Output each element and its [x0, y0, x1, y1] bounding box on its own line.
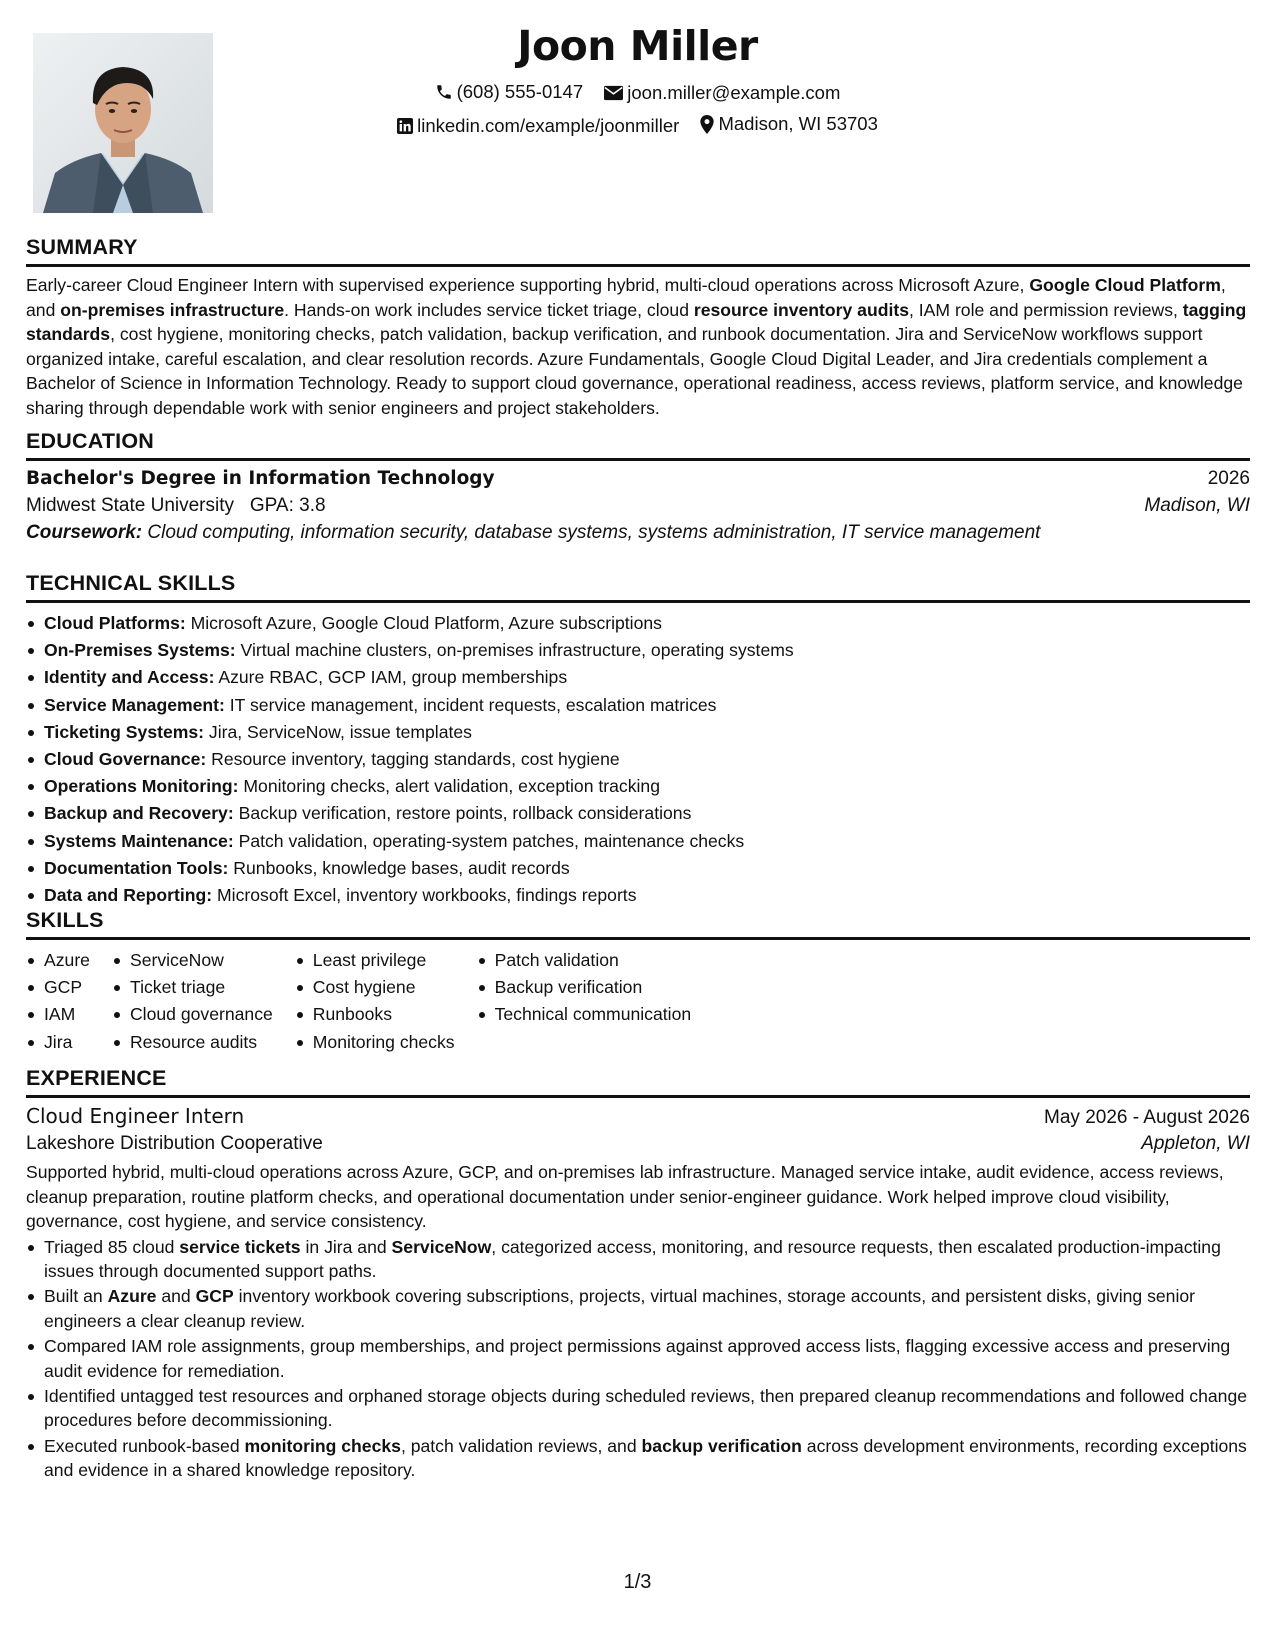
- skill-item: Jira: [26, 1029, 90, 1056]
- job-bullet: [26, 1284, 1250, 1333]
- text-run: Built an: [44, 1286, 108, 1307]
- skills-grid: [26, 947, 1250, 1056]
- summary-paragraph: [26, 273, 1250, 421]
- skill-item: Least privilege: [295, 947, 455, 974]
- skill-category: Identity and Access:: [44, 667, 215, 688]
- education-section: [26, 428, 1250, 544]
- text-run: , patch validation reviews, and: [400, 1435, 642, 1456]
- skill-details: Virtual machine clusters, on-premises infrastructure, operating systems: [235, 640, 794, 661]
- text-run: inventory workbook covering subscriptions, projects, virtual machines, storage accounts, and persistent disks, giving senior engineers a clear cleanup review.: [44, 1286, 1196, 1332]
- linkedin-contact[interactable]: [397, 115, 679, 137]
- skill-category: Service Management:: [44, 694, 225, 715]
- technical-skill-item: [26, 773, 1250, 800]
- contact-row-2: [0, 113, 1275, 139]
- technical-skill-item: [26, 719, 1250, 746]
- skill-item: Azure: [26, 947, 90, 974]
- technical-skill-item: [26, 800, 1250, 827]
- text-run: , and: [26, 275, 1226, 320]
- text-run: and: [156, 1286, 196, 1307]
- education-degree-row: [26, 468, 1250, 490]
- email-text: joon.miller@example.com: [627, 82, 841, 103]
- technical-skill-item: [26, 610, 1250, 637]
- technical-skill-item: [26, 855, 1250, 882]
- text-run: in Jira and: [300, 1236, 392, 1257]
- skill-item: ServiceNow: [112, 947, 273, 974]
- education-heading: EDUCATION: [26, 428, 1250, 461]
- text-run: , cost hygiene, monitoring checks, patch validation, backup verification, and runbook documentation. Jira and ServiceNow workflows support organized intake, careful escalation, and clear resolution records. Azure Fundamentals, Google Cloud Digital Leader, and Jira credentials complement a Bachelor of Science in Information Technology. Ready to support cloud governance, operational readiness, access reviews, platform service, and knowledge sharing through dependable work with senior engineers and project stakeholders.: [26, 324, 1243, 418]
- technical-skill-item: [26, 637, 1250, 664]
- job-dates: May 2026 - August 2026: [1044, 1107, 1250, 1128]
- text-run: across development environments, recording exceptions and evidence in a shared knowledge repository.: [44, 1435, 1247, 1481]
- skill-details: Patch validation, operating-system patches, maintenance checks: [233, 830, 745, 851]
- page-number: 1/3: [623, 1571, 652, 1593]
- location-text: Madison, WI 53703: [718, 113, 878, 134]
- technical-skill-item: [26, 692, 1250, 719]
- job-summary: Supported hybrid, multi-cloud operations across Azure, GCP, and on-premises lab infrastructure. Managed service intake, audit evidence, access reviews, cleanup preparation, routine platform checks, and operational documentation under senior-engineer guidance. Work helped improve cloud visibility, governance, cost hygiene, and service consistency.: [26, 1162, 1224, 1232]
- skills-column: [26, 947, 90, 1056]
- skill-item: IAM: [26, 1001, 90, 1028]
- skill-category: Documentation Tools:: [44, 857, 229, 878]
- technical-skill-item: [26, 828, 1250, 855]
- candidate-name: Joon Miller: [517, 22, 758, 70]
- text-run: Executed runbook-based: [44, 1435, 245, 1456]
- summary-heading: SUMMARY: [26, 234, 1250, 267]
- gpa: GPA: 3.8: [249, 495, 326, 516]
- coursework-list: Cloud computing, information security, database systems, systems administration, IT service management: [142, 522, 1041, 543]
- bold-text: Azure: [107, 1286, 157, 1307]
- bold-text: on-premises infrastructure: [60, 299, 285, 320]
- phone-text: (608) 555-0147: [456, 81, 584, 102]
- job-company-row: [26, 1133, 1250, 1155]
- phone-icon: [435, 83, 453, 101]
- skill-category: Cloud Platforms:: [44, 613, 186, 633]
- skill-details: IT service management, incident requests, escalation matrices: [224, 694, 717, 715]
- technical-skills-section: [26, 570, 1250, 909]
- map-pin-icon: [700, 115, 714, 134]
- text-run: Compared IAM role assignments, group memberships, and project permissions against approved access lists, flagging excessive access and preserving audit evidence for remediation.: [44, 1336, 1231, 1381]
- skill-category: Ticketing Systems:: [44, 721, 205, 742]
- text-run: Triaged 85 cloud: [44, 1236, 180, 1257]
- skill-details: Runbooks, knowledge bases, audit records: [228, 857, 570, 878]
- skill-item: Runbooks: [295, 1001, 455, 1028]
- bold-text: resource inventory audits: [693, 299, 909, 320]
- envelope-icon: [604, 85, 623, 101]
- coursework-label: Coursework:: [26, 522, 143, 543]
- job-title: Cloud Engineer Intern: [26, 1104, 245, 1128]
- skill-category: Cloud Governance:: [44, 749, 207, 770]
- experience-section: [26, 1065, 1250, 1483]
- skill-details: Microsoft Excel, inventory workbooks, findings reports: [212, 885, 637, 906]
- skill-details: Jira, ServiceNow, issue templates: [204, 721, 472, 742]
- skill-details: Microsoft Azure, Google Cloud Platform, Azure subscriptions: [185, 613, 662, 633]
- skill-item: Cost hygiene: [295, 974, 455, 1001]
- skills-column: [477, 947, 692, 1056]
- job-company: Lakeshore Distribution Cooperative: [26, 1133, 323, 1154]
- skills-section: [26, 907, 1250, 1056]
- skill-item: Cloud governance: [112, 1001, 273, 1028]
- bold-text: service tickets: [179, 1236, 301, 1257]
- text-run: Early-career Cloud Engineer Intern with supervised experience supporting hybrid, multi-cloud operations across Microsoft Azure,: [26, 275, 1030, 295]
- text-run: , IAM role and permission reviews,: [909, 299, 1183, 320]
- bold-text: tagging standards: [26, 299, 1247, 345]
- graduation-year: 2026: [1207, 468, 1250, 489]
- technical-skill-item: [26, 882, 1250, 909]
- skill-details: Monitoring checks, alert validation, exception tracking: [238, 776, 660, 797]
- skill-details: Resource inventory, tagging standards, cost hygiene: [206, 749, 620, 770]
- skill-details: Backup verification, restore points, rollback considerations: [233, 803, 692, 824]
- job-bullet: [26, 1334, 1250, 1383]
- bold-text: Google Cloud Platform: [1029, 275, 1221, 295]
- technical-skill-item: [26, 664, 1250, 691]
- skills-column: [295, 947, 455, 1056]
- location-contact: [700, 113, 877, 135]
- job-bullet: [26, 1384, 1250, 1433]
- degree-title: Bachelor's Degree in Information Technology: [26, 468, 495, 489]
- skill-category: On-Premises Systems:: [44, 640, 236, 661]
- job-bullet: [26, 1434, 1250, 1483]
- technical-skills-heading: TECHNICAL SKILLS: [26, 570, 1250, 603]
- bold-text: monitoring checks: [244, 1435, 401, 1456]
- text-run: . Hands-on work includes service ticket triage, cloud: [284, 299, 694, 320]
- contact-row-1: [0, 81, 1275, 106]
- linkedin-icon: [397, 118, 413, 134]
- skill-item: Ticket triage: [112, 974, 273, 1001]
- linkedin-text: linkedin.com/example/joonmiller: [417, 114, 680, 136]
- skill-item: Patch validation: [477, 947, 692, 974]
- skill-item: Resource audits: [112, 1029, 273, 1056]
- skill-category: Systems Maintenance:: [44, 830, 234, 851]
- technical-skill-item: [26, 746, 1250, 773]
- school-info: [26, 495, 326, 517]
- email-contact[interactable]: [604, 82, 840, 104]
- school-name: Midwest State University: [26, 495, 235, 516]
- summary-section: [26, 234, 1250, 421]
- skill-item: GCP: [26, 974, 90, 1001]
- skills-column: [112, 947, 273, 1056]
- skill-item: Monitoring checks: [295, 1029, 455, 1056]
- skill-category: Data and Reporting:: [44, 885, 213, 906]
- coursework: [26, 522, 1250, 544]
- education-school-row: [26, 495, 1250, 517]
- phone-contact[interactable]: [435, 81, 584, 103]
- skill-details: Azure RBAC, GCP IAM, group memberships: [214, 667, 568, 688]
- experience-heading: EXPERIENCE: [26, 1065, 1250, 1098]
- bold-text: ServiceNow: [391, 1236, 492, 1257]
- skills-heading: SKILLS: [26, 907, 1250, 940]
- skill-category: Operations Monitoring:: [44, 776, 239, 797]
- skill-item: Technical communication: [477, 1001, 692, 1028]
- school-location: Madison, WI: [1144, 495, 1250, 516]
- skill-category: Backup and Recovery:: [44, 803, 234, 824]
- bold-text: backup verification: [641, 1435, 802, 1456]
- text-run: Identified untagged test resources and orphaned storage objects during scheduled reviews, then prepared cleanup recommendations and followed change procedures before decommissioning.: [44, 1385, 1248, 1431]
- text-run: , categorized access, monitoring, and resource requests, then escalated production-impacting issues through documented support paths.: [44, 1236, 1221, 1282]
- job-title-row: [26, 1104, 1250, 1129]
- technical-skills-list: [26, 610, 1250, 909]
- skill-item: Backup verification: [477, 974, 692, 1001]
- bold-text: GCP: [195, 1286, 234, 1307]
- job-bullets: [26, 1235, 1250, 1483]
- job-location: Appleton, WI: [1141, 1133, 1250, 1154]
- job-bullet: [26, 1235, 1250, 1284]
